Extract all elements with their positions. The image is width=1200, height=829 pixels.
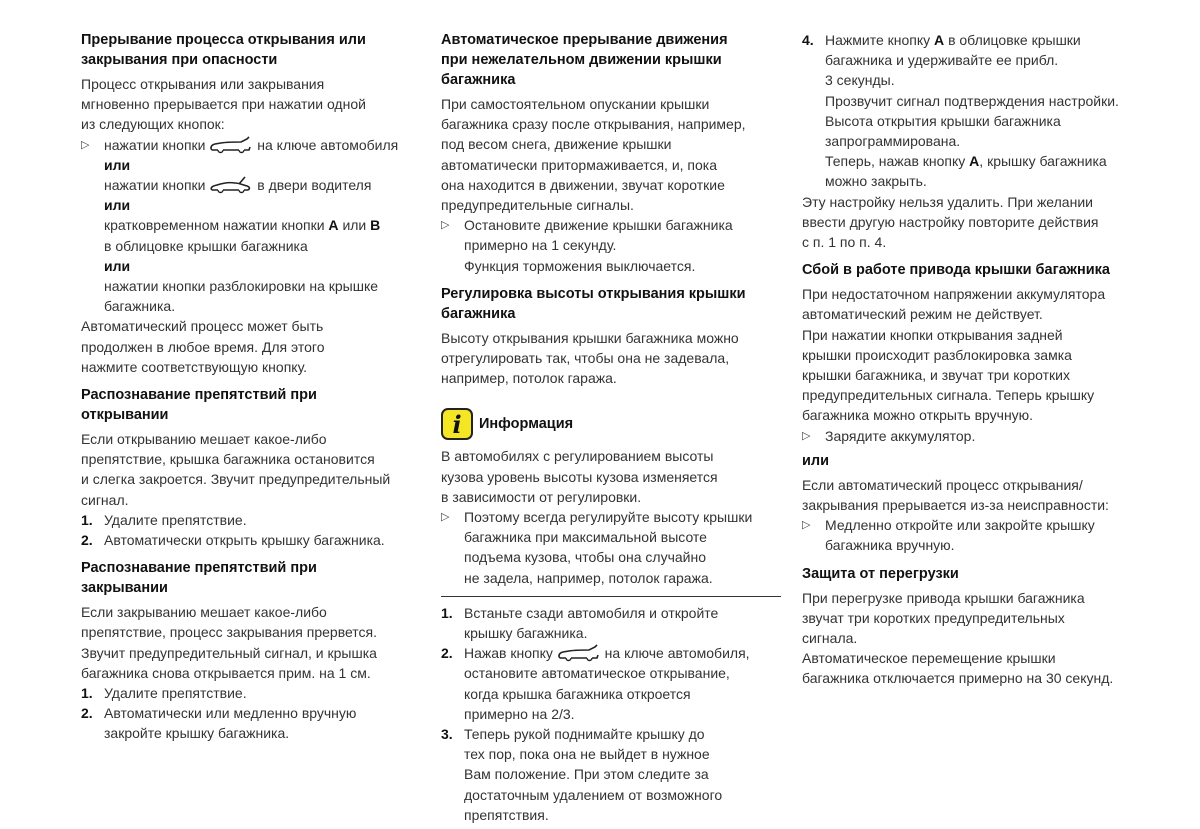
step-item: 1. Удалите препятствие. [81,685,247,702]
section-title: Защита от перегрузки [802,565,959,582]
step-item: 1. Удалите препятствие. [81,511,247,528]
section-title: Автоматическое прерывание движения при нежелательном движении крышки багажника [441,32,728,88]
section-title: Распознавание препятствий при закрывании [81,560,317,597]
bullet-triangle-icon: ▷ [441,219,450,232]
section-interrupt-danger [81,30,426,377]
car-trunk-key-icon [209,136,253,154]
section-title: Прерывание процесса открывания или закрывания при опасности [81,32,366,68]
section-drive-failure: Сбой в работе привода крышки багажника При недостаточном напряжении аккумулятора автоматический режим не действует. При нажатии кнопки открывания задней крышки происходит разблокировка замка крышки багажника, и звучат три коротких предупредительных сигнала. Теперь крышку багажника можно открыть вручную. ▷ Зарядите аккумулятор. или Если автоматический процесс открывания/ закрывания прерывается из-за неисправности: ▷ Медленно откройте или закройте крышку багажника вручную. [802,260,1152,555]
column-3 [802,30,1152,689]
step-item: 2. Автоматически открыть крышку багажника. [81,532,385,549]
column-1 [81,30,426,744]
info-title: Информация [479,416,574,433]
info-box: i Информация В автомобилях с регулированием высоты кузова уровень высоты кузова изменяется в зависимости от регулировки. ▷ Поэтому всегда регулируйте высоту крышки багажника при максимальной высоте подъема кузова, чтобы она случайно не задела, например, потолок гаража. [441,408,781,596]
bullet-item: ▷ Медленно откройте или закройте крышку багажника вручную. [802,517,1095,554]
step-item: 2. Автоматически или медленно вручную закройте крышку багажника. [81,705,357,742]
step-item: 3. Теперь рукой поднимайте крышку до тех пор, пока она не выйдет в нужное Вам положение. При этом следите за достаточным удалением от возможного препятствия. [441,726,723,823]
section-title: Сбой в работе привода крышки багажника [802,262,1110,279]
bullet-item: ▷ Остановите движение крышки багажника примерно на 1 секунду. Функция торможения выключается. [441,217,733,274]
section-obstacle-opening: Распознавание препятствий при открывании Если открыванию мешает какое-либо препятствие, крышка багажника остановится и слегка закроется. Звучит предупредительный сигнал. 1. Удалите препятствие. 2. Автоматически открыть крышку багажника. [81,385,426,550]
section-title: Регулировка высоты открывания крышки багажника [441,285,746,322]
or-label: или [802,452,830,469]
intro-text: Процесс открывания или закрывания мгновенно прерывается при нажатии одной из следующих кнопок: [81,76,366,133]
bullet-triangle-icon: ▷ [802,429,811,442]
car-trunk-door-icon [209,176,253,194]
bullet-triangle-icon: ▷ [441,511,450,524]
step-item: 1. Встаньте сзади автомобиля и откройте крышку багажника. [441,604,719,642]
outro-text: Автоматический процесс может быть продолжен в любое время. Для этого нажмите соответствующую кнопку. [81,318,325,375]
info-icon: i [441,408,473,440]
bullet-item: ▷ Зарядите аккумулятор. [802,426,1152,446]
bullet-item: ▷ Поэтому всегда регулируйте высоту крышки багажника при максимальной высоте подъема кузова, чтобы она случайно не задела, например, потолок гаража. [441,509,753,586]
step-item: 4. Нажмите кнопку A в облицовке крышки багажника и удерживайте ее прибл. 3 секунды. Прозвучит сигнал подтверждения настройки. Высота открытия крышки багажника запрограммирована. Теперь, нажав кнопку A, крышку багажника можно закрыть. [802,32,1119,190]
section-obstacle-closing: Распознавание препятствий при закрывании Если закрыванию мешает какое-либо препятствие, процесс закрывания прервется. Звучит предупредительный сигнал, и крышка багажника снова открывается прим. на 1 см. 1. Удалите препятствие. 2. Автоматически или медленно вручную закройте крышку багажника. [81,558,426,743]
bullet-options: ▷ нажатии кнопки на ключе автомобиля или нажатии кнопки в двери водителя или кратковременном нажатии кнопки A или B в облицовке крышки багажника или нажатии кнопки разблокировки на крышке багажника. [81,136,399,315]
steps-list [441,603,781,825]
bullet-triangle-icon: ▷ [81,138,90,151]
step-item: 2. Нажав кнопку на ключе автомобиля, остановите автоматическое открывание, когда крышка багажника откроется примерно на 2/3. [441,645,750,722]
section-overload: Защита от перегрузки При перегрузке привода крышки багажника звучат три коротких предупредительных сигнала. Автоматическое перемещение крышки багажника отключается примерно на 30 секунд. [802,564,1152,689]
bullet-triangle-icon: ▷ [802,519,811,532]
note-text: Эту настройку нельзя удалить. При желании ввести другую настройку повторите действия с п. 1 по п. 4. [802,193,1099,251]
car-trunk-key-icon [557,644,601,662]
section-title: Распознавание препятствий при открывании [81,387,317,424]
divider [441,596,781,597]
column-2 [441,30,781,825]
section-height-adjust: Регулировка высоты открывания крышки багажника Высоту открывания крышки багажника можно отрегулировать так, чтобы она не задевала, например, потолок гаража. [441,284,781,389]
section-auto-brake: Автоматическое прерывание движения при нежелательном движении крышки багажника При самостоятельном опускании крышки багажника сразу после открывания, например, под весом снега, движение крышки автоматически притормаживается, и, пока она находится в движении, звучат короткие предупредительные сигналы. ▷ Остановите движение крышки багажника примерно на 1 секунду. Функция торможения выключается. [441,30,781,276]
